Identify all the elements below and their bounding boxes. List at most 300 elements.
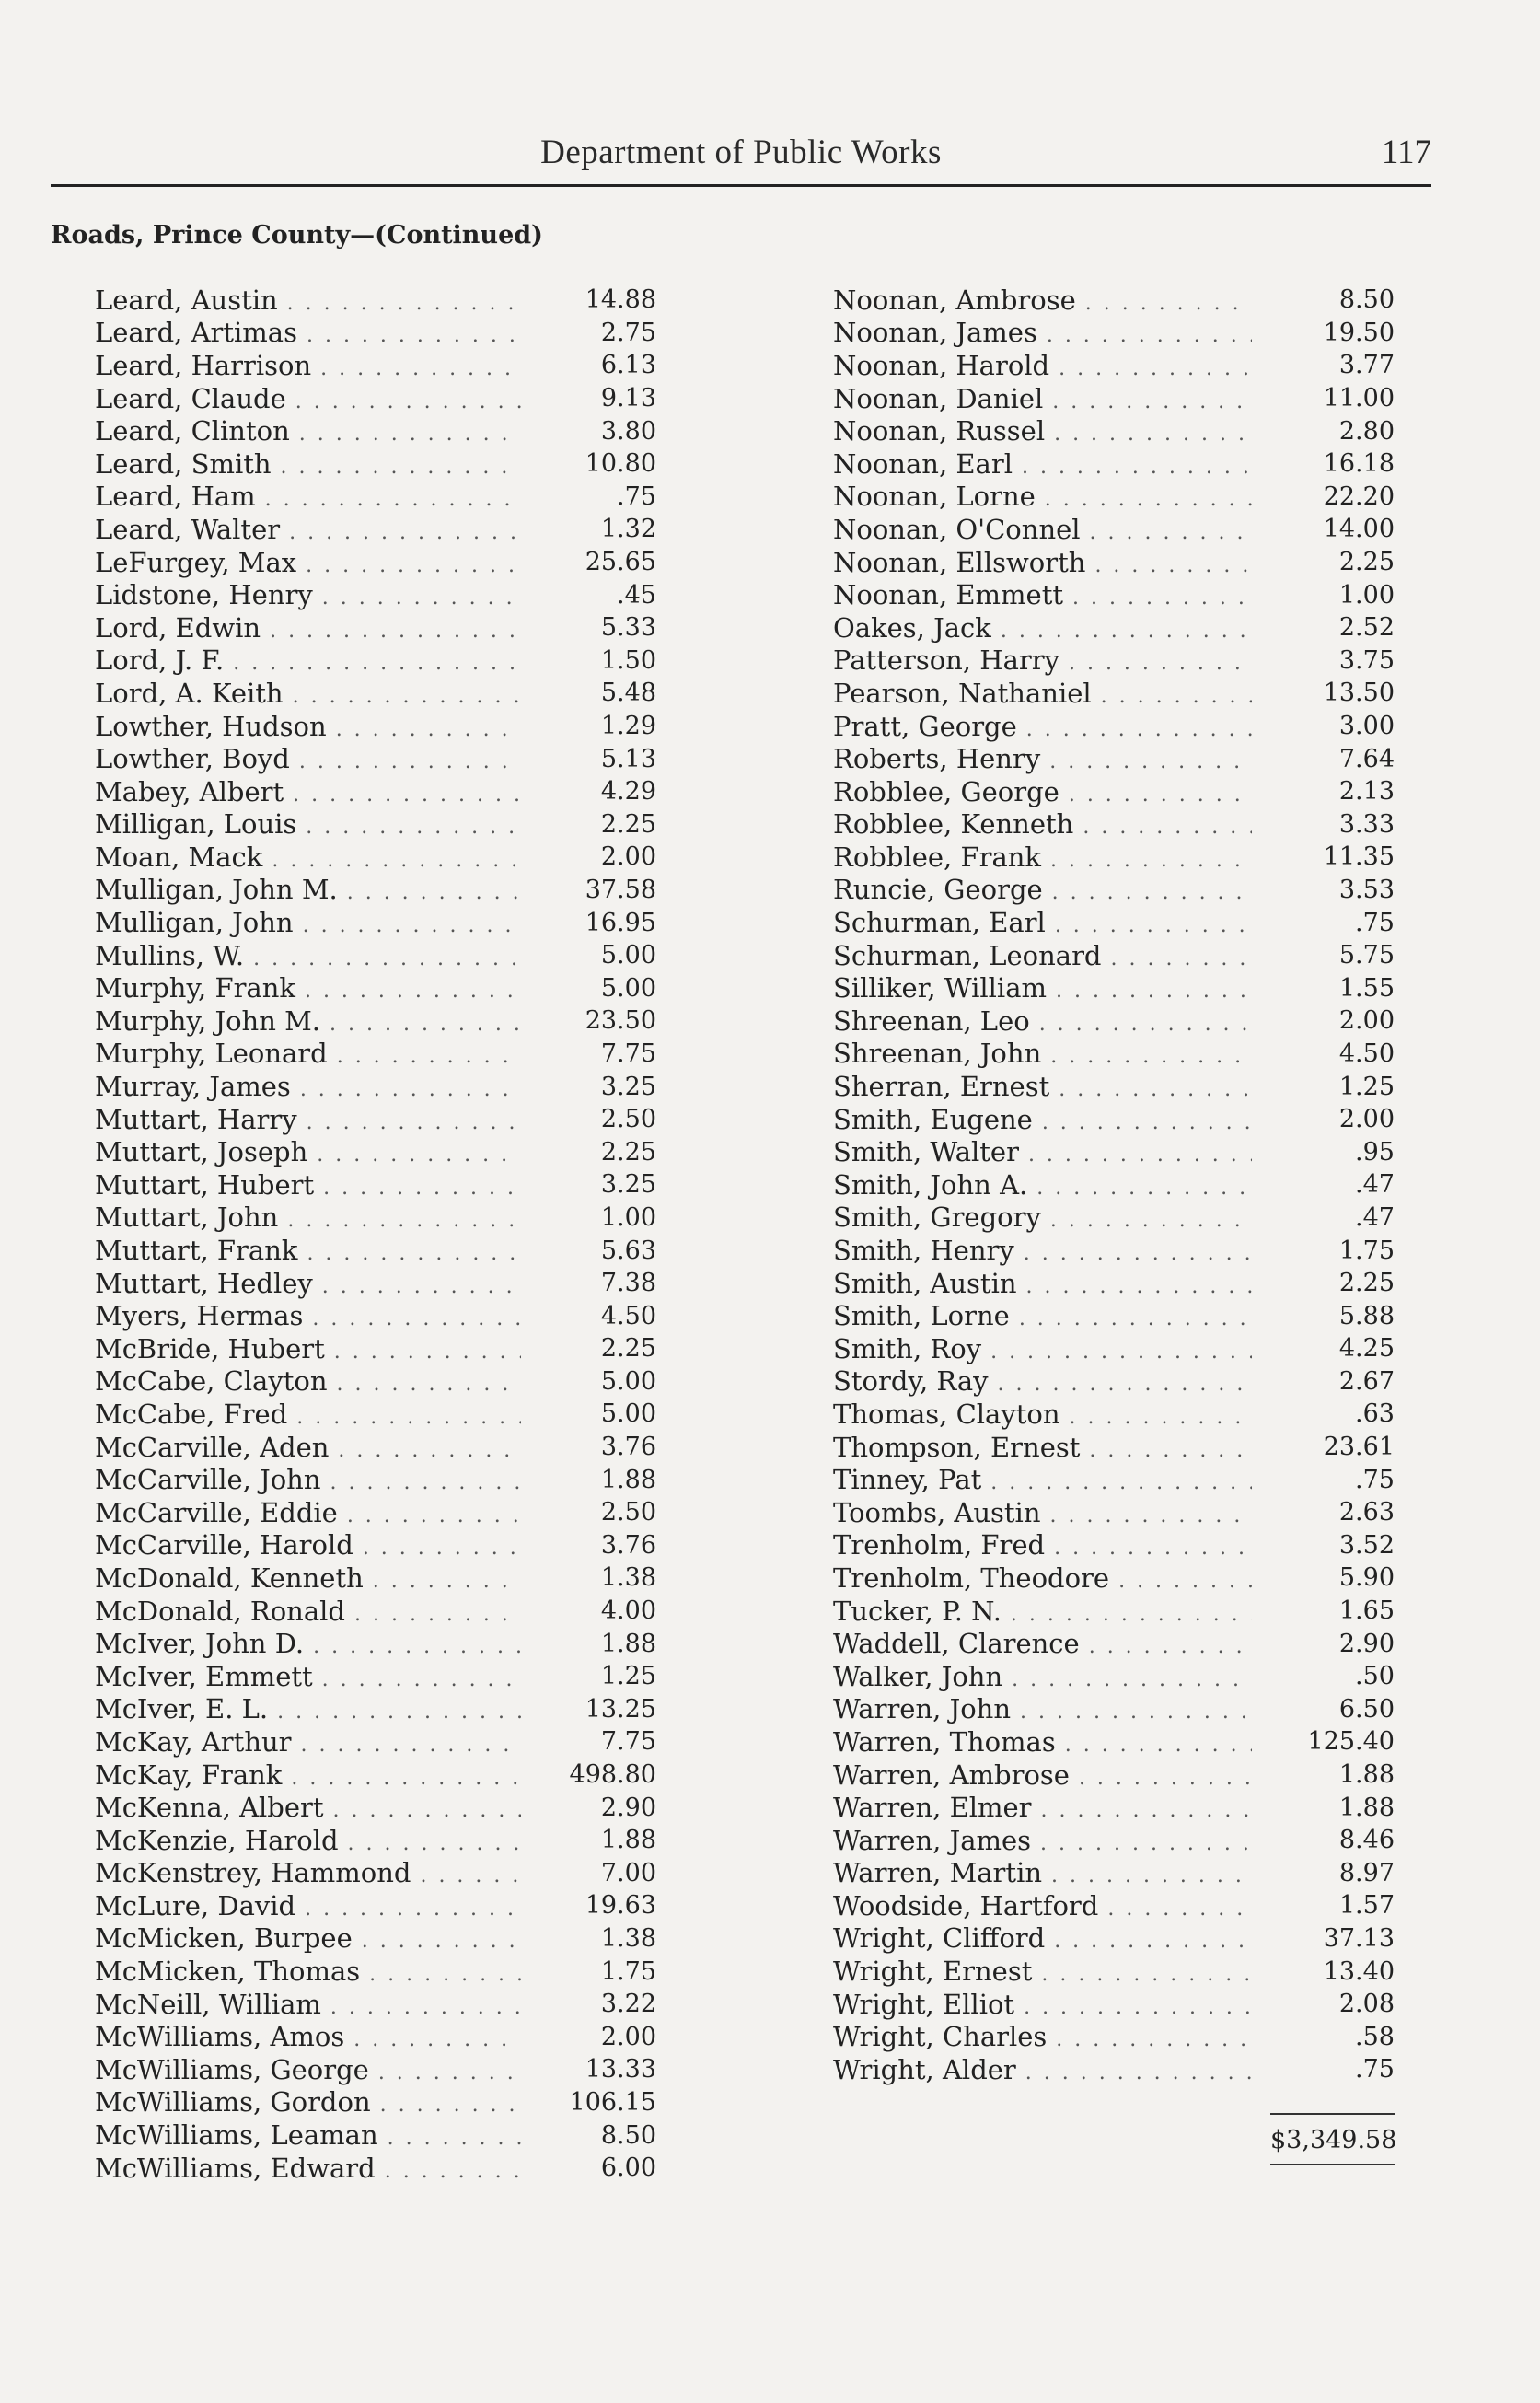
payee-name: Lidstone, Henry . . . [95,579,521,610]
payment-amount: 14.00 [1323,515,1395,544]
payment-amount: 106.15 [569,2087,656,2117]
payee-name: Thomas, Clayton . . . [833,1399,1252,1430]
payment-amount: .75 [1355,908,1395,937]
list-item [95,1988,656,2021]
payment-amount: 1.88 [600,1629,656,1658]
payment-amount: 1.88 [1338,1760,1395,1790]
payee-name: Smith, Austin . . . [833,1268,1252,1299]
list-item [95,1824,656,1857]
payee-name: Stordy, Ray . . . [833,1365,1252,1397]
payee-name: Leard, Harrison . . . [95,350,521,381]
payee-name: McKenstrey, Hammond . . . [95,1857,521,1888]
list-item [95,1627,656,1660]
payment-amount: 2.50 [600,1498,656,1527]
list-item [95,644,656,678]
list-item [95,481,656,514]
payee-name: Noonan, Earl . . . [833,448,1252,480]
payment-amount: 5.63 [600,1236,656,1265]
list-item [833,317,1395,350]
payment-amount: 5.88 [1338,1301,1395,1330]
payment-amount: .45 [617,580,656,609]
payment-amount: 3.75 [1338,645,1395,675]
payment-amount: .47 [1355,1170,1395,1200]
payment-amount: 23.61 [1323,1433,1395,1462]
payee-name: Waddell, Clarence . . . [833,1628,1252,1659]
list-item [833,2053,1395,2086]
payee-name: Sherran, Ernest . . . [833,1071,1252,1102]
payee-name: Wright, Alder . . . [833,2054,1252,2085]
list-item [833,1561,1395,1595]
list-item [833,1660,1395,1693]
payee-name: Wright, Elliot . . . [833,1989,1252,2020]
left-column-list [95,284,656,2184]
payee-name: Woodside, Hartford . . . [833,1890,1252,1921]
payment-amount: 4.25 [1338,1334,1395,1364]
payee-name: Leard, Ham . . . [95,481,521,512]
payment-amount: 22.20 [1323,482,1395,511]
payee-name: Leard, Smith . . . [95,448,521,480]
payee-name: Trenholm, Fred . . . [833,1529,1252,1561]
payee-name: Muttart, John . . . [95,1202,521,1233]
page-header [51,129,1431,187]
payment-amount: 2.80 [1338,416,1395,446]
list-item [95,382,656,415]
payee-name: Noonan, Daniel . . . [833,383,1252,414]
payment-amount: 2.90 [600,1793,656,1822]
payee-name: Noonan, Emmett . . . [833,579,1252,610]
list-item [95,317,656,350]
payee-name: McWilliams, Edward . . . [95,2153,521,2184]
list-item [833,841,1395,874]
payment-amount: 3.76 [600,1530,656,1560]
payee-name: Noonan, Ellsworth . . . [833,547,1252,578]
payment-amount: 3.33 [1338,809,1395,839]
payee-name: Muttart, Harry . . . [95,1104,521,1135]
total-amount: $3,349.58 [1270,2126,1397,2154]
payment-amount: 5.33 [600,613,656,643]
list-item [95,1889,656,1922]
payment-amount: 6.50 [1338,1694,1395,1724]
payment-amount: 3.76 [600,1433,656,1462]
payment-amount: 1.88 [1338,1793,1395,1822]
list-item [95,742,656,775]
list-item [833,1889,1395,1922]
payment-amount: 11.00 [1323,384,1395,413]
list-item [833,1431,1395,1464]
list-item [833,284,1395,317]
payment-amount: 2.67 [1338,1366,1395,1396]
payee-name: Schurman, Earl . . . [833,907,1252,938]
payee-name: Pearson, Nathaniel . . . [833,678,1252,709]
payment-amount: 8.46 [1338,1826,1395,1855]
payment-amount: 5.75 [1338,941,1395,970]
list-item [833,874,1395,907]
payment-amount: 4.50 [1338,1039,1395,1068]
list-item [95,414,656,447]
payment-amount: 3.00 [1338,712,1395,741]
payment-amount: .63 [1355,1399,1395,1429]
list-item [95,1463,656,1496]
payee-name: Silliker, William . . . [833,972,1252,1004]
payee-name: LeFurgey, Max . . . [95,547,521,578]
payment-amount: 1.38 [600,1563,656,1593]
payment-amount: 14.88 [585,285,656,315]
list-item [833,611,1395,644]
list-item [833,1168,1395,1202]
list-item [833,546,1395,579]
payment-amount: 1.38 [600,1923,656,1953]
list-item [833,1627,1395,1660]
list-item [95,578,656,611]
payment-amount: 1.25 [600,1662,656,1691]
payee-name: Noonan, Lorne . . . [833,481,1252,512]
payment-amount: 5.13 [600,744,656,773]
payee-name: McCabe, Fred . . . [95,1399,521,1430]
payee-name: Warren, Thomas . . . [833,1726,1252,1758]
payment-amount: 19.63 [585,1891,656,1921]
payee-name: Leard, Clinton . . . [95,415,521,447]
payment-amount: 2.25 [600,1137,656,1167]
list-item [95,447,656,481]
list-item [833,742,1395,775]
list-item [95,1693,656,1726]
payment-amount: 125.40 [1307,1727,1395,1757]
list-item [95,1725,656,1759]
payee-name: Schurman, Leonard . . . [833,940,1252,971]
payee-name: Muttart, Hedley . . . [95,1268,521,1299]
list-item [833,578,1395,611]
payee-name: Warren, Ambrose . . . [833,1759,1252,1791]
list-item [95,1299,656,1332]
payee-name: McMicken, Thomas . . . [95,1956,521,1987]
list-item [95,874,656,907]
list-item [95,1791,656,1824]
payee-name: Smith, John A. . . . [833,1169,1252,1201]
payment-amount: 1.29 [600,712,656,741]
payee-name: Myers, Hermas . . . [95,1300,521,1331]
list-item [833,1267,1395,1300]
list-item [95,611,656,644]
payment-amount: 13.50 [1323,679,1395,708]
list-item [833,1299,1395,1332]
payee-name: McWilliams, George . . . [95,2054,521,2085]
list-item [95,284,656,317]
payee-name: Thompson, Ernest . . . [833,1432,1252,1463]
payment-amount: 8.97 [1338,1858,1395,1887]
list-item [95,808,656,842]
payee-name: Smith, Henry . . . [833,1235,1252,1266]
payment-amount: 2.00 [1338,1105,1395,1134]
list-item [833,644,1395,678]
payee-name: Trenholm, Theodore . . . [833,1562,1252,1594]
payment-amount: 23.50 [585,1006,656,1036]
list-item [95,1922,656,1956]
payment-amount: 16.95 [585,908,656,937]
payee-name: McCarville, Aden . . . [95,1432,521,1463]
payee-name: Leard, Artimas . . . [95,317,521,348]
list-item [833,1365,1395,1399]
payment-amount: 1.50 [600,645,656,675]
payment-amount: 7.75 [600,1727,656,1757]
payment-amount: 2.00 [1338,1006,1395,1036]
payment-amount: 2.13 [1338,777,1395,807]
list-item [95,1070,656,1103]
list-item [833,1004,1395,1038]
payee-name: Smith, Roy . . . [833,1333,1252,1364]
payee-name: Noonan, Harold . . . [833,350,1252,381]
payment-amount: 1.32 [600,515,656,544]
payee-name: McNeill, William . . . [95,1989,521,2020]
list-item [833,414,1395,447]
payee-name: McMicken, Burpee . . . [95,1922,521,1954]
list-item [833,1857,1395,1890]
payment-amount: 3.77 [1338,351,1395,380]
payment-amount: 25.65 [585,548,656,577]
payee-name: Warren, Martin . . . [833,1857,1252,1888]
list-item [95,1561,656,1595]
list-item [833,1103,1395,1136]
payment-amount: 11.35 [1323,842,1395,872]
list-item [833,1463,1395,1496]
payment-amount: 5.00 [600,941,656,970]
payee-name: McWilliams, Gordon . . . [95,2086,521,2118]
list-item [95,677,656,710]
payee-name: Wright, Charles . . . [833,2021,1252,2052]
payment-amount: 10.80 [585,449,656,479]
payment-amount: 13.33 [585,2055,656,2084]
payment-amount: 19.50 [1323,318,1395,347]
list-item [833,1955,1395,1988]
payment-amount: 2.00 [600,2022,656,2051]
payee-name: Oakes, Jack . . . [833,612,1252,644]
payment-amount: 7.75 [600,1039,656,1068]
payee-name: Noonan, Ambrose . . . [833,284,1252,316]
list-item [833,1725,1395,1759]
payee-name: McKay, Arthur . . . [95,1726,521,1758]
payee-name: Tucker, P. N. . . . [833,1596,1252,1627]
list-item [95,1038,656,1071]
payee-name: Pratt, George . . . [833,711,1252,742]
payment-amount: 1.00 [600,1202,656,1232]
payment-amount: 1.57 [1338,1891,1395,1921]
payment-amount: 4.00 [600,1596,656,1626]
payee-name: Lowther, Hudson . . . [95,711,521,742]
payment-amount: 2.52 [1338,613,1395,643]
list-item [95,1004,656,1038]
payee-name: Wright, Clifford . . . [833,1922,1252,1954]
list-item [833,1791,1395,1824]
payee-name: Patterson, Harry . . . [833,644,1252,676]
payee-name: Mabey, Albert . . . [95,776,521,807]
list-item [833,710,1395,743]
right-column-list [833,284,1395,2086]
list-item [95,775,656,808]
payee-name: Murphy, Frank . . . [95,972,521,1004]
payee-name: Milligan, Louis . . . [95,808,521,840]
list-item [95,1857,656,1890]
payment-amount: 5.48 [600,679,656,708]
payment-amount: 5.90 [1338,1563,1395,1593]
payment-amount: 6.00 [600,2153,656,2183]
payment-amount: .58 [1355,2022,1395,2051]
payment-amount: 5.00 [600,1399,656,1429]
list-item [95,1365,656,1399]
payment-amount: 7.00 [600,1858,656,1887]
list-item [833,1135,1395,1168]
section-title: Roads, Prince County—(Continued) [51,221,543,250]
list-item [95,1529,656,1562]
payment-amount: 2.90 [1338,1629,1395,1658]
payee-name: Mulligan, John M. . . . [95,874,521,905]
list-item [95,2152,656,2185]
payment-amount: 1.75 [1338,1236,1395,1265]
payee-name: McKenna, Albert . . . [95,1792,521,1823]
payee-name: Smith, Gregory . . . [833,1202,1252,1233]
payment-amount: 2.75 [600,318,656,347]
list-item [833,775,1395,808]
list-item [833,349,1395,382]
list-item [833,971,1395,1004]
payment-amount: 5.00 [600,973,656,1003]
payee-name: McLure, David . . . [95,1890,521,1921]
payee-name: McDonald, Ronald . . . [95,1596,521,1627]
list-item [95,513,656,546]
payment-amount: 1.25 [1338,1072,1395,1101]
list-item [833,1529,1395,1562]
payee-name: McWilliams, Amos . . . [95,2021,521,2052]
payment-amount: 5.00 [600,1366,656,1396]
payee-name: Noonan, Russel . . . [833,415,1252,447]
payment-amount: 3.53 [1338,875,1395,904]
payment-amount: 1.88 [600,1465,656,1494]
list-item [833,808,1395,842]
list-item [833,677,1395,710]
payee-name: Lowther, Boyd . . . [95,743,521,774]
page-number: 117 [1381,134,1431,171]
list-item [833,1038,1395,1071]
payment-amount: 9.13 [600,384,656,413]
payee-name: Smith, Walter . . . [833,1136,1252,1167]
payee-name: Roberts, Henry . . . [833,743,1252,774]
payee-name: Moan, Mack . . . [95,842,521,873]
payee-name: Walker, John . . . [833,1661,1252,1692]
payee-name: Toombs, Austin . . . [833,1497,1252,1528]
payee-name: Warren, James . . . [833,1825,1252,1856]
list-item [95,906,656,939]
list-item [95,1595,656,1628]
list-item [95,710,656,743]
payment-amount: .75 [617,482,656,511]
payment-amount: 37.13 [1323,1923,1395,1953]
payment-amount: 1.75 [600,1956,656,1986]
payment-amount: 3.25 [600,1072,656,1101]
payee-name: Leard, Austin . . . [95,284,521,316]
payment-amount: 2.25 [1338,1269,1395,1298]
list-item [95,841,656,874]
payment-amount: 13.25 [585,1694,656,1724]
payment-amount: 3.25 [600,1170,656,1200]
list-item [833,2020,1395,2053]
list-item [833,481,1395,514]
list-item [95,1332,656,1365]
payee-name: Leard, Walter . . . [95,514,521,545]
list-item [95,1135,656,1168]
payee-name: Shreenan, John . . . [833,1038,1252,1069]
list-item [95,349,656,382]
payment-amount: 498.80 [569,1760,656,1790]
payee-name: Lord, J. F. . . . [95,644,521,676]
total-block [1270,2113,1395,2165]
payee-name: McKay, Frank . . . [95,1759,521,1791]
payment-amount: 2.63 [1338,1498,1395,1527]
payment-amount: 1.00 [1338,580,1395,609]
payment-amount: 3.80 [600,416,656,446]
list-item [95,1431,656,1464]
list-item [833,1824,1395,1857]
list-item [95,1496,656,1529]
payee-name: McBride, Hubert . . . [95,1333,521,1364]
list-item [95,1759,656,1792]
payment-amount: 7.64 [1338,744,1395,773]
list-item [833,906,1395,939]
payment-amount: 2.25 [600,809,656,839]
payment-amount: 7.38 [600,1269,656,1298]
payment-amount: 3.52 [1338,1530,1395,1560]
payment-amount: .50 [1355,1662,1395,1691]
list-item [833,1398,1395,1431]
payee-name: Murphy, Leonard . . . [95,1038,521,1069]
payee-name: Warren, Elmer . . . [833,1792,1252,1823]
list-item [833,1595,1395,1628]
payment-amount: 1.55 [1338,973,1395,1003]
payment-amount: 4.29 [600,777,656,807]
payee-name: Murray, James . . . [95,1071,521,1102]
payee-name: Muttart, Joseph . . . [95,1136,521,1167]
payee-name: Warren, John . . . [833,1693,1252,1724]
payment-amount: 2.25 [1338,548,1395,577]
payee-name: Tinney, Pat . . . [833,1464,1252,1495]
payee-name: Robblee, George . . . [833,776,1252,807]
payment-amount: 8.50 [1338,285,1395,315]
list-item [833,939,1395,972]
list-item [833,1988,1395,2021]
list-item [95,1955,656,1988]
list-item [95,1103,656,1136]
list-item [833,1496,1395,1529]
payment-amount: .47 [1355,1202,1395,1232]
payment-amount: 2.00 [600,842,656,872]
list-item [833,513,1395,546]
list-item [95,1234,656,1267]
list-item [833,382,1395,415]
list-item [833,1332,1395,1365]
list-item [95,971,656,1004]
list-item [833,1922,1395,1956]
payment-amount: 4.50 [600,1301,656,1330]
list-item [833,1234,1395,1267]
payment-amount: 8.50 [600,2120,656,2150]
payee-name: Leard, Claude . . . [95,383,521,414]
payment-amount: 2.25 [600,1334,656,1364]
payee-name: McCarville, Harold . . . [95,1529,521,1561]
payment-amount: 2.08 [1338,1990,1395,2019]
list-item [95,1168,656,1202]
list-item [833,1202,1395,1235]
payee-name: McWilliams, Leaman . . . [95,2119,521,2151]
payee-name: Runcie, George . . . [833,874,1252,905]
payee-name: Shreenan, Leo . . . [833,1005,1252,1037]
payee-name: Robblee, Kenneth . . . [833,808,1252,840]
